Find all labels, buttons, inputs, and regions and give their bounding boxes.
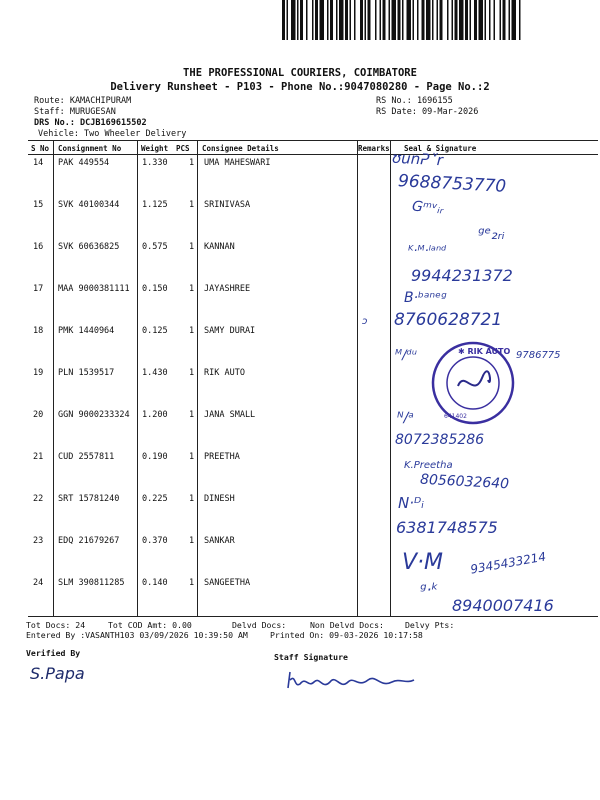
rik-auto-stamp	[430, 340, 516, 426]
table-header-line	[28, 154, 598, 155]
barcode-bar	[312, 0, 314, 40]
col-header-sno: S No	[31, 144, 50, 153]
route-label: Route: KAMACHIPURAM	[34, 96, 132, 106]
cell-pcs: 1	[189, 494, 195, 504]
barcode-bar	[360, 0, 363, 40]
total-cod: Tot COD Amt: 0.00	[108, 620, 192, 630]
cell-consignment: EDQ 21679267	[58, 536, 120, 546]
barcode-bar	[455, 0, 458, 40]
barcode-bar	[519, 0, 521, 40]
cell-sno: 14	[33, 158, 44, 168]
barcode-bar	[300, 0, 303, 40]
signature-22: N·ᴰᵢ	[398, 494, 424, 512]
cell-weight: 0.575	[142, 242, 168, 252]
col-sep	[53, 140, 54, 616]
barcode-bar	[320, 0, 325, 40]
col-header-seal: Seal & Signature	[404, 144, 477, 153]
barcode-bar	[500, 0, 502, 40]
cell-sno: 21	[33, 452, 44, 462]
cell-consignee: JANA SMALL	[204, 410, 256, 420]
cell-pcs: 1	[189, 536, 195, 546]
entered-by: Entered By :VASANTH103 03/09/2026 10:39:50 AM	[26, 630, 248, 640]
barcode-bar	[287, 0, 289, 40]
cell-sno: 23	[33, 536, 44, 546]
barcode-bar	[447, 0, 449, 40]
barcode-bar	[402, 0, 404, 40]
cell-consignment: SVK 60636825	[58, 242, 120, 252]
remark-mark: ͻ	[362, 316, 368, 327]
signature-24: ᵍ·ᵏ	[420, 580, 439, 599]
cell-consignment: CUD 2557811	[58, 452, 115, 462]
handwritten-phone-21: 8056032640	[419, 471, 510, 493]
cell-consignment: PMK 1440964	[58, 326, 115, 336]
cell-consignee: SANKAR	[204, 536, 235, 546]
cell-weight: 0.190	[142, 452, 168, 462]
barcode-bar	[489, 0, 491, 40]
barcode-bar	[368, 0, 371, 40]
barcode-bar	[336, 0, 338, 40]
barcode-bar	[392, 0, 397, 40]
handwritten-phone-24: 8940007416	[452, 596, 554, 615]
col-sep	[390, 140, 391, 616]
cell-weight: 1.200	[142, 410, 168, 420]
cell-sno: 15	[33, 200, 44, 210]
barcode-bar	[315, 0, 318, 40]
staff-label: Staff: MURUGESAN	[34, 107, 116, 117]
cell-sno: 22	[33, 494, 44, 504]
barcode-bar	[470, 0, 472, 40]
col-header-pcs: PCS	[176, 144, 190, 153]
barcode-bar	[350, 0, 352, 40]
cell-pcs: 1	[189, 242, 195, 252]
signature-23: V·M	[402, 550, 444, 575]
cell-weight: 0.140	[142, 578, 168, 588]
cell-consignee: SANGEETHA	[204, 578, 251, 588]
cell-pcs: 1	[189, 578, 195, 588]
cell-consignee: KANNAN	[204, 242, 235, 252]
barcode-bar	[383, 0, 386, 40]
cell-pcs: 1	[189, 368, 195, 378]
barcode-bar	[282, 0, 285, 40]
barcode-bar	[407, 0, 412, 40]
barcode-bar	[375, 0, 377, 40]
barcode-bar	[354, 0, 356, 40]
table-top-line	[28, 140, 598, 141]
runsheet-title: Delivery Runsheet - P103 - Phone No.:9047080280 - Page No.:2	[110, 81, 490, 93]
handwritten-phone-20: 8072385286	[395, 432, 485, 448]
table-bottom-line	[28, 616, 598, 617]
rs-date: RS Date: 09-Mar-2026	[376, 107, 479, 117]
cell-consignee: SRINIVASA	[204, 200, 251, 210]
signature-15b: ᵍᵉ₂ᵣᵢ	[478, 224, 505, 243]
handwritten-phone-14: 9688753770	[397, 171, 507, 197]
total-docs: Tot Docs: 24	[26, 620, 86, 630]
cell-consignment: GGN 9000233324	[58, 410, 130, 420]
delivered-docs: Delvd Docs:	[232, 620, 287, 630]
vehicle-label: Vehicle: Two Wheeler Delivery	[38, 129, 187, 139]
barcode-bar	[512, 0, 517, 40]
barcode-bar	[327, 0, 329, 40]
barcode-bar	[440, 0, 443, 40]
svg-text:✱ RIK AUTO: ✱ RIK AUTO	[458, 347, 511, 356]
barcode-bar	[437, 0, 439, 40]
cell-consignee: JAYASHREE	[204, 284, 251, 294]
printed-on: Printed On: 09-03-2026 10:17:58	[270, 630, 423, 640]
barcode-bar	[509, 0, 511, 40]
handwritten-phone-22: 6381748575	[396, 518, 498, 537]
signature-17: B·ᵇᵃⁿᵉᵍ	[404, 290, 447, 306]
rs-number: RS No.: 1696155	[376, 96, 453, 106]
cell-weight: 1.125	[142, 200, 168, 210]
barcode-bar	[479, 0, 484, 40]
cell-pcs: 1	[189, 326, 195, 336]
cell-consignee: DINESH	[204, 494, 235, 504]
barcode-bar	[306, 0, 308, 40]
cell-consignment: SLM 390811285	[58, 578, 125, 588]
col-header-consignee: Consignee Details	[202, 144, 279, 153]
barcode-bar	[297, 0, 299, 40]
handwritten-phone-17: 8760628721	[394, 310, 503, 330]
cell-consignment: SVK 40100344	[58, 200, 120, 210]
col-header-remarks: Remarks	[358, 144, 390, 153]
verified-by-label: Verified By	[26, 648, 81, 658]
cell-pcs: 1	[189, 452, 195, 462]
barcode-bar	[474, 0, 477, 40]
col-header-weight: Weight	[141, 144, 169, 153]
barcode-bar	[389, 0, 391, 40]
cell-sno: 19	[33, 368, 44, 378]
cell-sno: 16	[33, 242, 44, 252]
cell-weight: 1.330	[142, 158, 168, 168]
cell-weight: 0.150	[142, 284, 168, 294]
barcode-bar	[432, 0, 434, 40]
barcode-bar	[503, 0, 506, 40]
barcode-bar	[398, 0, 401, 40]
barcode-bar	[365, 0, 367, 40]
col-sep	[137, 140, 138, 616]
cell-pcs: 1	[189, 158, 195, 168]
handwritten-phone-16: 9944231372	[411, 266, 513, 285]
verified-signature: S.Papa	[30, 664, 85, 683]
col-header-consignment: Consignment No	[58, 144, 122, 153]
barcode-bar	[465, 0, 468, 40]
barcode-bar	[339, 0, 344, 40]
barcode-bar	[291, 0, 296, 40]
col-sep	[197, 140, 198, 616]
barcode-bar	[426, 0, 431, 40]
handwritten-phone-23: 9345433214	[469, 549, 547, 577]
cell-consignment: PAK 449554	[58, 158, 110, 168]
cell-weight: 1.430	[142, 368, 168, 378]
signature-14: ʊunᕈ˅r	[391, 148, 444, 170]
cell-consignment: SRT 15781240	[58, 494, 120, 504]
cell-consignee: SAMY DURAI	[204, 326, 256, 336]
cell-weight: 0.225	[142, 494, 168, 504]
cell-sno: 18	[33, 326, 44, 336]
handwritten-name-21: K.Preetha	[404, 460, 453, 471]
cell-consignment: MAA 9000381111	[58, 284, 130, 294]
handwritten-phone-19: 9786775	[516, 350, 561, 361]
barcode-bar	[494, 0, 496, 40]
svg-text:641402: 641402	[444, 413, 467, 420]
signature-15: Gᵐᵛᵢᵣ	[411, 198, 445, 218]
barcode	[282, 0, 587, 40]
cell-sno: 20	[33, 410, 44, 420]
company-name: THE PROFESSIONAL COURIERS, COIMBATORE	[183, 67, 417, 79]
cell-consignee: UMA MAHESWARI	[204, 158, 271, 168]
cell-pcs: 1	[189, 284, 195, 294]
cell-consignment: PLN 1539517	[58, 368, 115, 378]
cell-weight: 0.370	[142, 536, 168, 546]
cell-sno: 17	[33, 284, 44, 294]
barcode-bar	[452, 0, 454, 40]
cell-consignee: PREETHA	[204, 452, 240, 462]
signature-20: ᴺ∕ᵃ	[397, 410, 414, 426]
cell-sno: 24	[33, 578, 44, 588]
cell-pcs: 1	[189, 410, 195, 420]
signature-16: ᴷ·ᴹ·ˡᵃⁿᵈ	[408, 244, 447, 259]
staff-signature	[282, 664, 422, 696]
delivery-points: Delvy Pts:	[405, 620, 455, 630]
staff-signature-label: Staff Signature	[274, 652, 348, 662]
cell-consignee: RIK AUTO	[204, 368, 245, 378]
signature-19: ᴹ∕ᵈᵘ	[395, 348, 417, 363]
barcode-bar	[459, 0, 464, 40]
barcode-bar	[345, 0, 348, 40]
barcode-bar	[417, 0, 419, 40]
cell-pcs: 1	[189, 200, 195, 210]
barcode-bar	[380, 0, 382, 40]
col-sep	[357, 140, 358, 616]
cell-weight: 0.125	[142, 326, 168, 336]
non-delivered-docs: Non Delvd Docs:	[310, 620, 384, 630]
barcode-bar	[330, 0, 333, 40]
barcode-bar	[485, 0, 487, 40]
barcode-bar	[422, 0, 425, 40]
drs-number: DRS No.: DCJB169615502	[34, 118, 147, 128]
barcode-bar	[413, 0, 415, 40]
